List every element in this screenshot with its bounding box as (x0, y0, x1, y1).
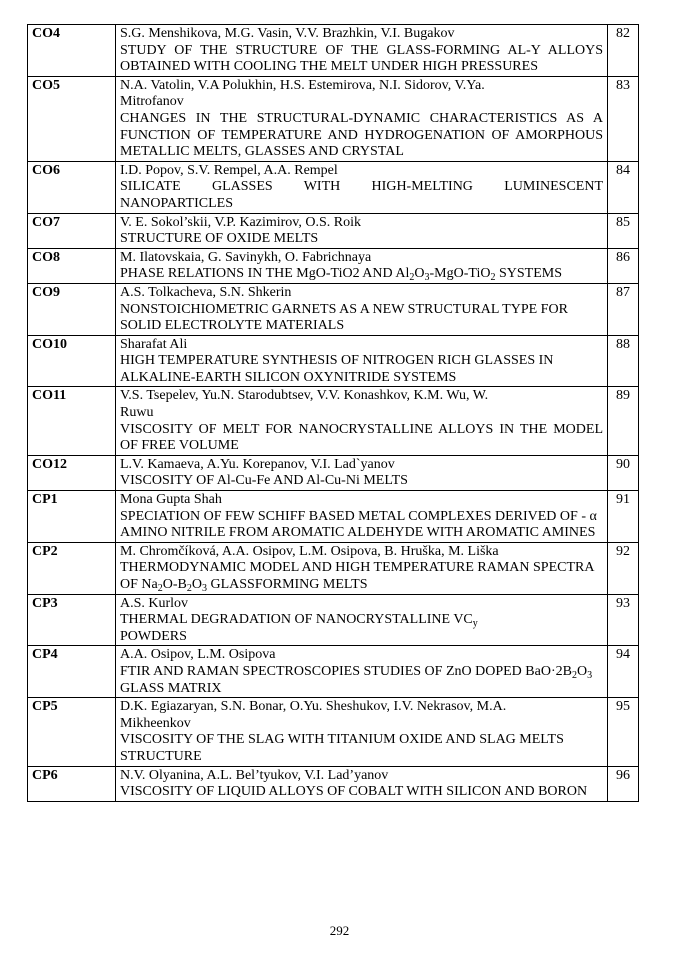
entry-title: VISCOSITY OF THE SLAG WITH TITANIUM OXIDE AND SLAG MELTS STRUCTURE (120, 732, 564, 764)
entry-title: HIGH TEMPERATURE SYNTHESIS OF NITROGEN RICH GLASSES IN ALKALINE-EARTH SILICON OXYNITRIDE SYSTEMS (120, 353, 554, 385)
entry-code: CO11 (28, 387, 116, 455)
entry-body (116, 491, 608, 543)
table-row (28, 283, 639, 335)
page-number: 292 (329, 923, 350, 938)
entry-code: CO10 (28, 335, 116, 387)
table-row (28, 698, 639, 766)
entry-page: 89 (608, 387, 639, 455)
entry-page: 86 (608, 248, 639, 283)
entry-page: 93 (608, 594, 639, 646)
entry-code: CP5 (28, 698, 116, 766)
entry-authors: I.D. Popov, S.V. Rempel, A.A. Rempel (120, 162, 338, 178)
entry-title: STRUCTURE OF OXIDE MELTS (120, 231, 319, 247)
table-row (28, 766, 639, 801)
entry-code: CP3 (28, 594, 116, 646)
entry-body (116, 455, 608, 490)
entry-title: STUDY OF THE STRUCTURE OF THE GLASS-FORMING AL-Y ALLOYS OBTAINED WITH COOLING THE MELT UNDER HIGH PRESSURES (120, 42, 603, 75)
entry-body (116, 213, 608, 248)
entry-code: CP4 (28, 646, 116, 698)
entry-body (116, 594, 608, 646)
entry-authors: L.V. Kamaeva, A.Yu. Korepanov, V.I. Lad`yanov (120, 456, 395, 472)
entry-authors: M. Chromčíková, A.A. Osipov, L.M. Osipova, B. Hruška, M. Liška (120, 543, 499, 559)
table-row (28, 335, 639, 387)
entry-code: CO4 (28, 25, 116, 77)
entry-authors: A.S. Kurlov (120, 595, 189, 611)
table-row (28, 248, 639, 283)
entry-page: 96 (608, 766, 639, 801)
entry-title: THERMODYNAMIC MODEL AND HIGH TEMPERATURE RAMAN SPECTRA OF $Na_2O-B_2O_3$ GLASSFORMING MELTS (120, 560, 594, 594)
entry-authors: A.A. Osipov, L.M. Osipova (120, 647, 276, 663)
entry-body (116, 542, 608, 594)
entry-page: 85 (608, 213, 639, 248)
entry-body (116, 76, 608, 161)
entry-page: 95 (608, 698, 639, 766)
entry-authors: M. Ilatovskaia, G. Savinykh, O. Fabrichnaya (120, 249, 372, 265)
entry-authors: D.K. Egiazaryan, S.N. Bonar, O.Yu. Sheshukov, I.V. Nekrasov, M.A. Mikheenkov (120, 699, 507, 731)
entry-page: 88 (608, 335, 639, 387)
entry-title: VISCOSITY OF Al-Cu-Fe AND Al-Cu-Ni MELTS (120, 473, 408, 489)
entry-title: SPECIATION OF FEW SCHIFF BASED METAL COMPLEXES DERIVED OF - α AMINO NITRILE FROM AROMATIC ALDEHYDE WITH AROMATIC AMINES (120, 508, 597, 541)
entry-code: CO7 (28, 213, 116, 248)
entry-code: CO5 (28, 76, 116, 161)
table-row (28, 491, 639, 543)
entry-body (116, 161, 608, 213)
entry-page: 83 (608, 76, 639, 161)
table-row (28, 594, 639, 646)
entry-body (116, 283, 608, 335)
entry-title: PHASE RELATIONS IN THE MgO-TiO2 AND $Al_2O_3-MgO-TiO_2$ SYSTEMS (120, 266, 562, 284)
entry-authors: Mona Gupta Shah (120, 492, 222, 508)
entry-page: 90 (608, 455, 639, 490)
entry-code: CO6 (28, 161, 116, 213)
entry-code: CO12 (28, 455, 116, 490)
entry-authors: N.A. Vatolin, V.A Polukhin, H.S. Estemirova, N.I. Sidorov, V.Ya. Mitrofanov (120, 77, 485, 110)
entry-body (116, 387, 608, 455)
entry-title: SILICATE GLASSES WITH HIGH-MELTING LUMINESCENT NANOPARTICLES (120, 179, 603, 211)
entry-title: VISCOSITY OF MELT FOR NANOCRYSTALLINE ALLOYS IN THE MODEL OF FREE VOLUME (120, 421, 603, 454)
entry-authors: V. E. Sokol’skii, V.P. Kazimirov, O.S. Roik (120, 214, 362, 230)
entry-title: NONSTOICHIOMETRIC GARNETS AS A NEW STRUCTURAL TYPE FOR SOLID ELECTROLYTE MATERIALS (120, 301, 568, 334)
entry-code: CP1 (28, 491, 116, 543)
entry-body (116, 335, 608, 387)
entry-code: CO9 (28, 283, 116, 335)
entry-title: FTIR AND RAMAN SPECTROSCOPIES STUDIES OF ZnO DOPED $BaO\cdot 2B_2O_3$ GLASS MATRIX (120, 663, 593, 696)
entry-body (116, 766, 608, 801)
table-row (28, 161, 639, 213)
table-row (28, 455, 639, 490)
entry-body (116, 248, 608, 283)
entry-page: 84 (608, 161, 639, 213)
table-row (28, 213, 639, 248)
contents-table (27, 24, 639, 802)
table-row (28, 25, 639, 77)
entry-page: 92 (608, 542, 639, 594)
entry-authors: N.V. Olyanina, A.L. Bel’tyukov, V.I. Lad’yanov (120, 767, 389, 783)
entry-title: VISCOSITY OF LIQUID ALLOYS OF COBALT WITH SILICON AND BORON (120, 784, 588, 800)
entry-page: 87 (608, 283, 639, 335)
entry-authors: A.S. Tolkacheva, S.N. Shkerin (120, 284, 292, 300)
table-row (28, 542, 639, 594)
entry-code: CP2 (28, 542, 116, 594)
entry-code: CP6 (28, 766, 116, 801)
entry-code: CO8 (28, 248, 116, 283)
entry-body (116, 25, 608, 77)
entry-page: 94 (608, 646, 639, 698)
entry-body (116, 698, 608, 766)
entry-title: THERMAL DEGRADATION OF NANOCRYSTALLINE $VC_y$ POWDERS (120, 612, 478, 644)
entry-page: 91 (608, 491, 639, 543)
entry-body (116, 646, 608, 698)
entry-authors: S.G. Menshikova, M.G. Vasin, V.V. Brazhkin, V.I. Bugakov (120, 26, 455, 41)
entry-title: CHANGES IN THE STRUCTURAL-DYNAMIC CHARACTERISTICS AS A FUNCTION OF TEMPERATURE AND HYDROGENATION OF AMORPHOUS METALLIC MELTS, GLASSES AND CRYSTAL (120, 110, 603, 160)
entry-authors: V.S. Tsepelev, Yu.N. Starodubtsev, V.V. Konashkov, K.M. Wu, W. Ruwu (120, 388, 489, 421)
table-row (28, 387, 639, 455)
table-row (28, 646, 639, 698)
entry-authors: Sharafat Ali (120, 336, 188, 352)
table-row (28, 76, 639, 161)
entry-page: 82 (608, 25, 639, 77)
